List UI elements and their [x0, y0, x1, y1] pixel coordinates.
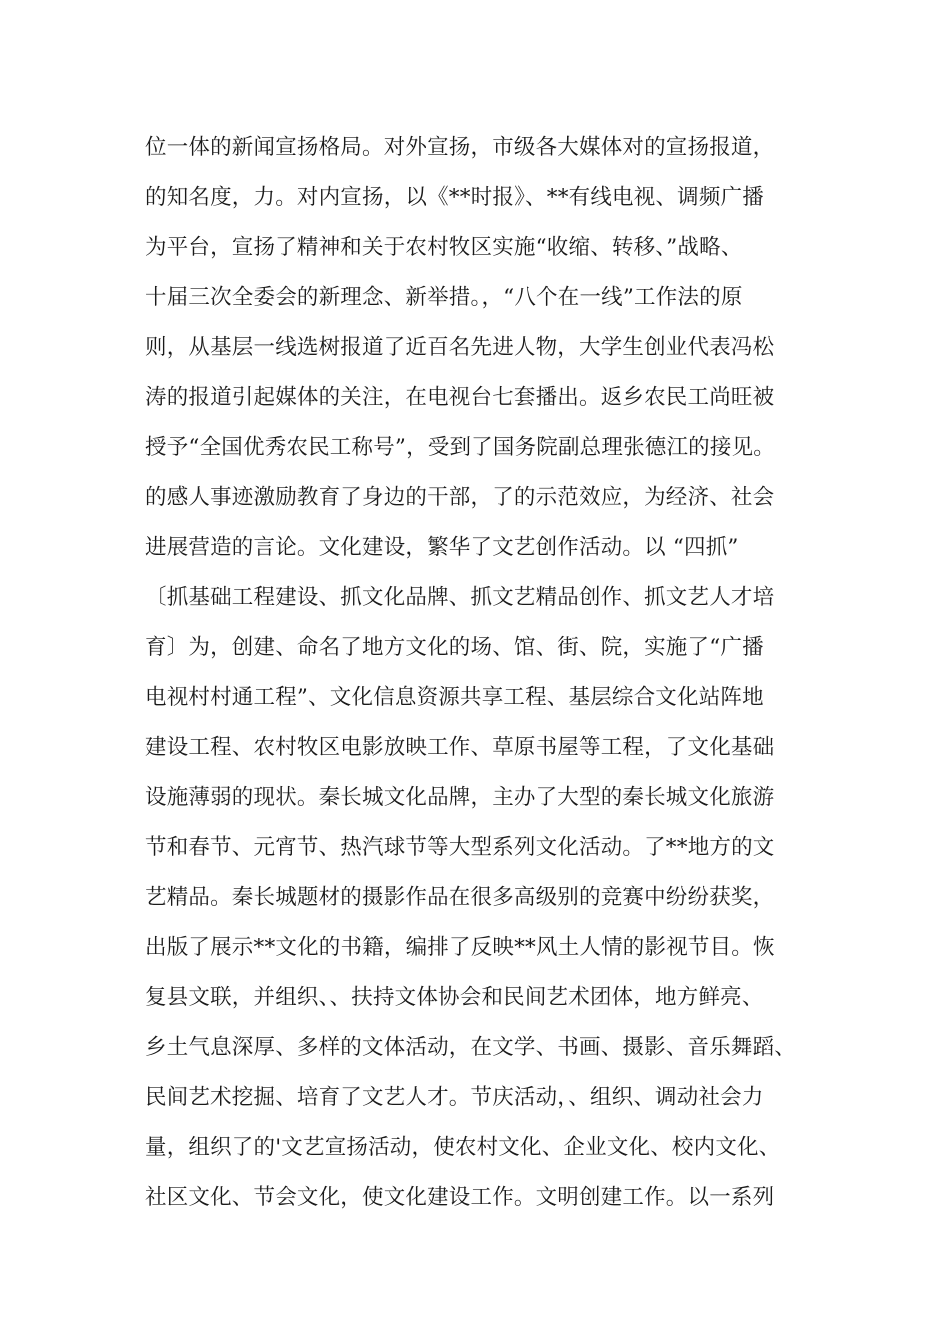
text-line: 为平台，宣扬了精神和关于农村牧区实施“收缩、转移、”战略、 [145, 235, 743, 260]
text-line: 位一体的新闻宣扬格局。对外宣扬，市级各大媒体对的宣扬报道， [145, 135, 775, 160]
body-text [145, 130, 845, 1230]
text-line: 十届三次全委会的新理念、新举措。，“八个在一线”工作法的原 [145, 285, 743, 310]
text-line: 〔抓基础工程建设、抓文化品牌、抓文艺精品创作、抓文艺人才培 [145, 585, 775, 610]
text-line: 进展营造的言论。文化建设，繁华了文艺创作活动。以 “四抓” [145, 535, 739, 560]
text-line: 则，从基层一线选树报道了近百名先进人物，大学生创业代表冯松 [145, 335, 775, 360]
text-line: 的感人事迹激励教育了身边的干部，了的示范效应，为经济、社会 [145, 485, 775, 510]
text-line: 建设工程、农村牧区电影放映工作、草原书屋等工程，了文化基础 [145, 735, 775, 760]
text-line: 设施薄弱的现状。秦长城文化品牌，主办了大型的秦长城文化旅游 [145, 785, 775, 810]
text-line: 育〕为，创建、命名了地方文化的场、馆、街、院，实施了“广播 [145, 635, 764, 660]
text-line: 电视村村通工程”、文化信息资源共享工程、基层综合文化站阵地 [145, 685, 764, 710]
text-line: 涛的报道引起媒体的关注，在电视台七套播出。返乡农民工尚旺被 [145, 385, 775, 410]
text-line: 艺精品。秦长城题材的摄影作品在很多高级别的竞赛中纷纷获奖， [145, 885, 775, 910]
text-line: 复县文联，并组织、、扶持文体协会和民间艺术团体，地方鲜亮、 [145, 985, 764, 1010]
text-line: 社区文化、节会文化，使文化建设工作。文明创建工作。以一系列 [145, 1185, 775, 1210]
text-line: 节和春节、元宵节、热汽球节等大型系列文化活动。了**地方的文 [145, 835, 775, 860]
text-line: 出版了展示**文化的书籍，编排了反映**风土人情的影视节目。恢 [145, 935, 775, 960]
text-line: 乡土气息深厚、多样的文体活动，在文学、书画、摄影、音乐舞蹈、 [145, 1035, 797, 1060]
text-line: 的知名度，力。对内宣扬，以《**时报》、**有线电视、调频广播 [145, 185, 764, 210]
text-line: 授予“全国优秀农民工称号”，受到了国务院副总理张德江的接见。 [145, 435, 775, 460]
text-line: 量，组织了的'文艺宣扬活动，使农村文化、企业文化、校内文化、 [145, 1135, 781, 1160]
text-line: 民间艺术挖掘、培育了文艺人才。节庆活动，、组织、调动社会力 [145, 1085, 764, 1110]
